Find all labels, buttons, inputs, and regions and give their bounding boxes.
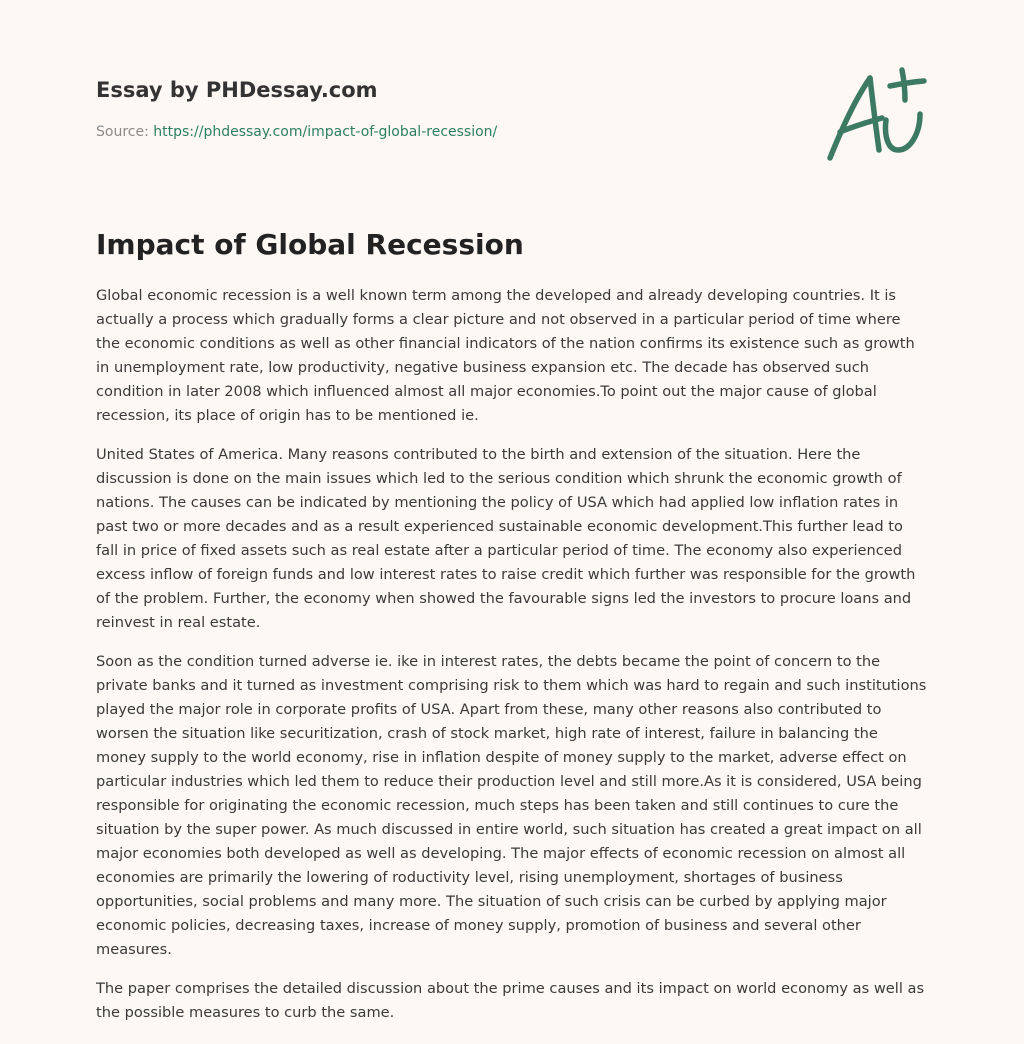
essay-paragraph: Global economic recession is a well known term among the developed and already developing countries. It is actually a process which gradually forms a clear picture and not observed in a particular period of time where the economic conditions as well as other financial indicators of the nation confirms its existence such as growth in unemployment rate, low productivity, negative business expansion etc. The decade has observed such condition in later 2008 which influenced almost all major economies.To point out the major cause of global recession, its place of origin has to be mentioned ie. [96,287,915,424]
essay-header [96,76,796,142]
essay-paragraph: Soon as the condition turned adverse ie. ike in interest rates, the debts became the point of concern to the private banks and it turned as investment comprising risk to them which was hard to regain and such institutions played the major role in corporate profits of USA. Apart from these, many other reasons also contributed to worsen the situation like securitization, crash of stock market, high rate of interest, failure in balancing the money supply to the world economy, rise in inflation despite of money supply to the market, adverse effect on particular industries which led them to reduce their production level and still more.As it is considered, USA being responsible for originating the economic recession, much steps has been taken and still continues to cure the situation by the super power. As much discussed in entire world, such situation has created a great impact on all major economies both developed as well as developing. The major effects of economic recession on almost all economies are primarily the lowering of roductivity level, rising unemployment, shortages of business opportunities, social problems and many more. The situation of such crisis can be curbed by applying major economic policies, decreasing taxes, increase of money supply, promotion of business and several other measures. [96,653,927,958]
source-line [96,122,796,142]
essay-title: Impact of Global Recession [96,228,524,261]
essay-paragraph: United States of America. Many reasons contributed to the birth and extension of the situation. Here the discussion is done on the main issues which led to the serious condition which shrunk the economic growth of nations. The causes can be indicated by mentioning the policy of USA which had applied low inflation rates in past two or more decades and as a result experienced sustainable economic development.This further lead to fall in price of fixed assets such as real estate after a particular period of time. The economy also experienced excess inflow of foreign funds and low interest rates to raise credit which further was responsible for the growth of the problem. Further, the economy when showed the favourable signs led the investors to procure loans and reinvest in real estate. [96,446,916,631]
a-plus-logo-icon [820,66,930,166]
essay-paragraph: The paper comprises the detailed discussion about the prime causes and its impact on world economy as well as the possible measures to curb the same. [96,980,925,1021]
source-link[interactable]: https://phdessay.com/impact-of-global-recession/ [153,124,498,140]
essay-article [96,226,928,1040]
source-label: Source: [96,124,154,140]
site-brand: Essay by PHDessay.com [96,78,378,102]
